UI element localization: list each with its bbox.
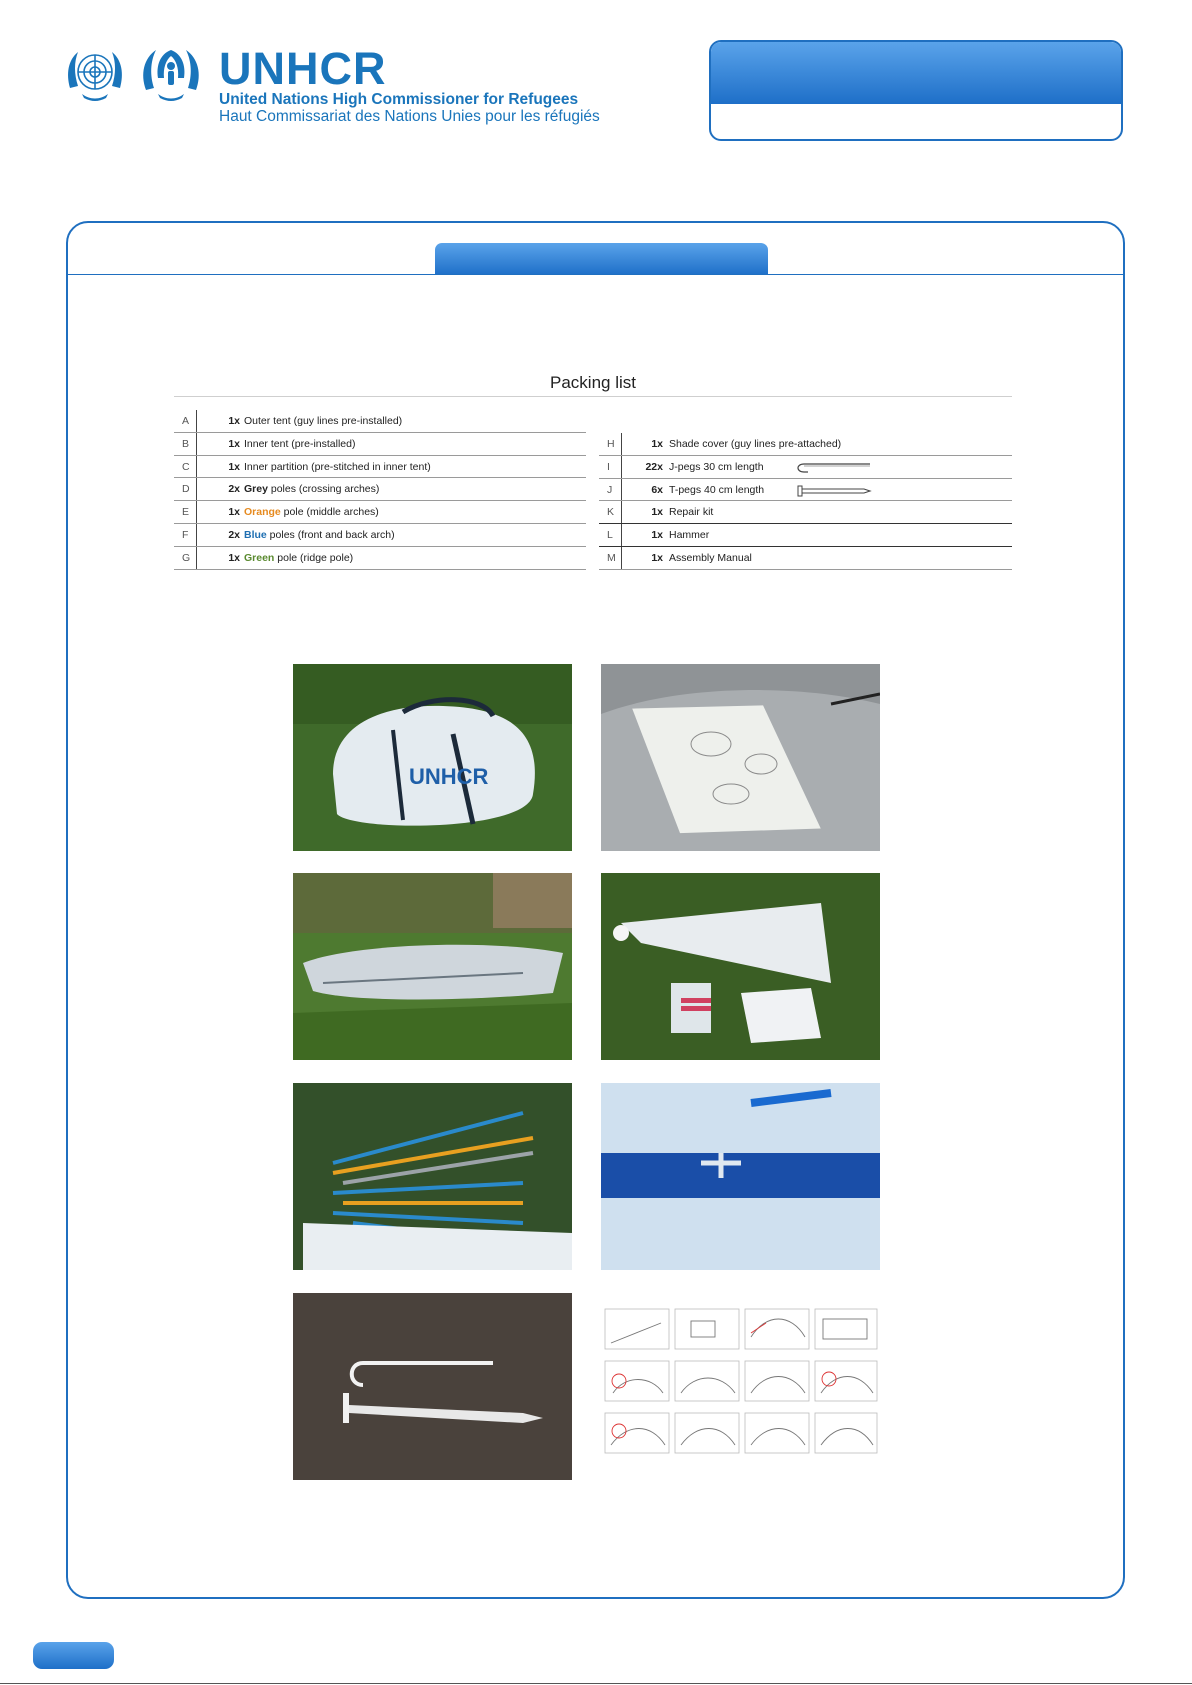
j-peg-icon: [794, 461, 872, 475]
item-description: Repair kit: [669, 506, 714, 519]
item-quantity: 1x: [651, 551, 663, 564]
packing-list-left-column: [174, 410, 586, 570]
item-description-rest: pole (ridge pole): [274, 551, 354, 564]
item-description-rest: poles (front and back arch): [266, 528, 395, 541]
t-peg-icon: [794, 484, 872, 498]
pole-color-green: Green: [244, 551, 275, 564]
item-letter: L: [607, 529, 613, 542]
item-letter: F: [182, 528, 189, 541]
item-quantity: 6x: [651, 483, 663, 496]
packing-row-e: [174, 501, 586, 524]
item-description: Assembly Manual: [669, 551, 752, 564]
packing-row-k: [599, 501, 1012, 524]
item-letter: A: [182, 415, 190, 427]
item-description-rest: poles (crossing arches): [267, 483, 380, 496]
item-quantity: 1x: [228, 460, 240, 473]
section-divider: [68, 274, 1123, 275]
photo-j-peg-and-t-peg: [293, 1293, 572, 1480]
bag-logo-text: UNHCR: [409, 764, 489, 789]
item-quantity: 22x: [645, 460, 663, 473]
photo-assembly-manual: [601, 1293, 880, 1480]
packing-row-f: [174, 524, 586, 547]
pole-color-orange: Orange: [244, 506, 281, 519]
packing-row-g: [174, 547, 586, 570]
item-quantity: 1x: [228, 506, 240, 519]
packing-list-right-column: [599, 433, 1012, 570]
item-letter: G: [182, 551, 191, 564]
page-number-tab: [33, 1642, 114, 1669]
item-letter: M: [607, 551, 616, 564]
photo-manual-in-bag: [601, 664, 880, 851]
item-quantity: 1x: [651, 438, 663, 450]
item-description: [244, 501, 379, 523]
item-quantity: 1x: [651, 506, 663, 519]
header-title-card: [709, 40, 1123, 141]
org-name-french: Haut Commissariat des Nations Unies pour les réfugiés: [219, 108, 600, 125]
item-description-rest: pole (middle arches): [280, 506, 379, 519]
item-description: J-pegs 30 cm length: [669, 460, 764, 473]
section-tab: [435, 243, 768, 275]
item-description: [244, 547, 353, 569]
pole-color-grey: Grey: [244, 483, 268, 496]
item-quantity: 1x: [228, 437, 240, 450]
packing-row-i: [599, 456, 1012, 479]
unhcr-emblem-icon: [138, 44, 204, 104]
un-emblem-icon: [62, 44, 128, 104]
packing-row-l: [599, 524, 1012, 547]
photo-tent-spread-on-grass: [293, 873, 572, 1060]
item-letter: H: [607, 438, 615, 450]
org-acronym: UNHCR: [219, 43, 387, 94]
photo-tent-poles: [293, 1083, 572, 1270]
item-quantity: 2x: [228, 528, 240, 541]
item-quantity: 2x: [228, 483, 240, 496]
item-description: Outer tent (guy lines pre-installed): [244, 415, 403, 427]
item-description: Hammer: [669, 529, 710, 542]
item-description: [244, 478, 379, 500]
pole-color-blue: Blue: [244, 528, 267, 541]
packing-row-h: [599, 433, 1012, 456]
item-description: Inner tent (pre-installed): [244, 437, 356, 450]
item-description: [244, 524, 395, 546]
item-letter: E: [182, 506, 190, 519]
item-letter: B: [182, 437, 190, 450]
item-letter: C: [182, 460, 190, 473]
item-quantity: 1x: [228, 551, 240, 564]
packing-list-rule: [174, 396, 1012, 397]
item-letter: J: [607, 483, 613, 496]
item-description: Inner partition (pre-stitched in inner tent): [244, 460, 431, 473]
footer-rule: [0, 1683, 1192, 1684]
packing-row-d: [174, 478, 586, 501]
item-quantity: 1x: [228, 415, 240, 427]
photo-folded-inner-tent: [601, 1083, 880, 1270]
org-name-english: United Nations High Commissioner for Refugees: [219, 91, 579, 108]
photo-tent-bag: [293, 664, 572, 851]
packing-row-j: [599, 479, 1012, 502]
packing-row-c: [174, 456, 586, 479]
packing-row-b: [174, 433, 586, 456]
packing-row-m: [599, 547, 1012, 570]
item-description: Shade cover (guy lines pre-attached): [669, 438, 842, 450]
header-title-bar: [711, 42, 1121, 104]
photo-shade-cover-and-repair-kit: [601, 873, 880, 1060]
item-letter: D: [182, 483, 190, 496]
packing-row-a: [174, 410, 586, 433]
item-description: T-pegs 40 cm length: [669, 483, 765, 496]
item-letter: I: [607, 460, 610, 473]
item-letter: K: [607, 506, 615, 519]
item-quantity: 1x: [651, 529, 663, 542]
unhcr-logo: [62, 44, 622, 134]
packing-list-title: Packing list: [550, 373, 636, 392]
